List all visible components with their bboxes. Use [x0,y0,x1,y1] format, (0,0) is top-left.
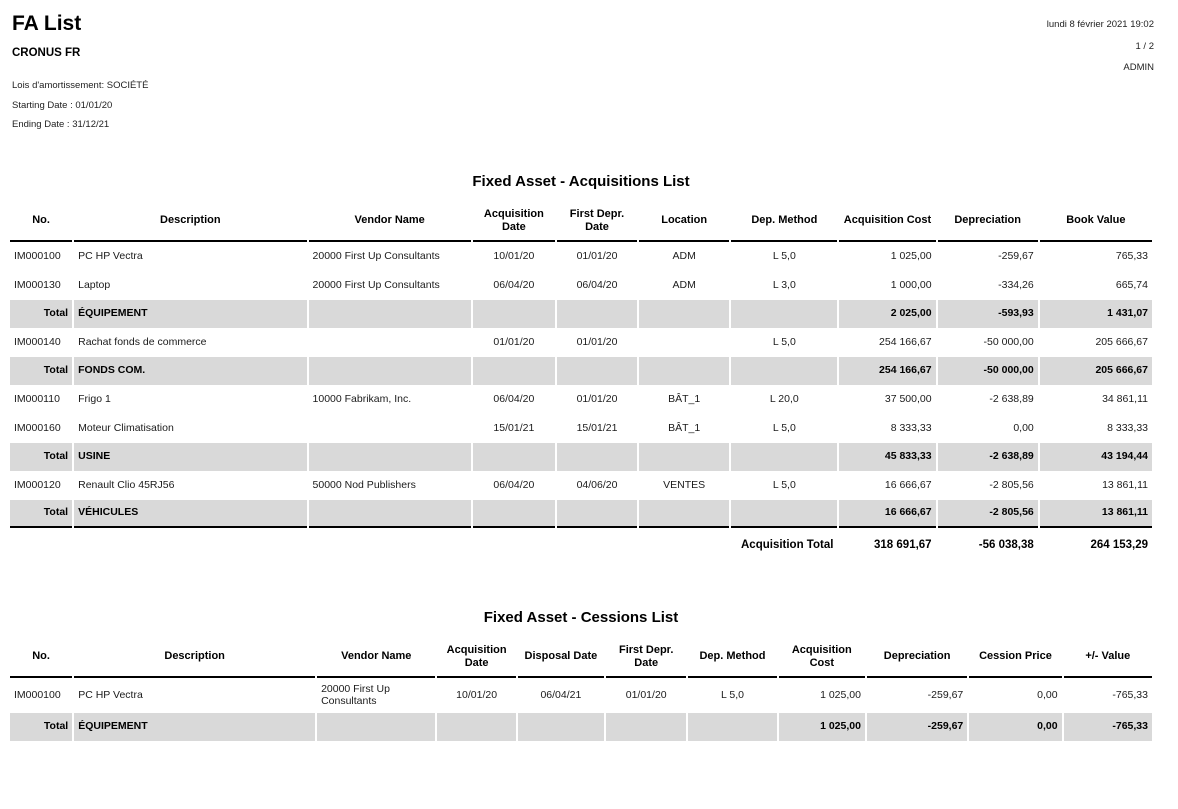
cell-description: Rachat fonds de commerce [78,335,207,348]
cell-total-category: VÉHICULES [74,500,306,528]
col-no: No. [10,638,72,678]
user-id: ADMIN [1123,62,1154,73]
cessions-header-row [10,638,1152,678]
total-row [10,300,1152,328]
cell-acquisition-cost: 16 666,67 [839,500,935,528]
table-row [10,385,1152,414]
total-row [10,500,1152,528]
cell-book-value: 205 666,67 [1040,357,1152,385]
cell-acquisition-cost: 1 000,00 [890,278,932,291]
acquisitions-header-row [10,202,1152,242]
cell-depreciation: -259,67 [998,249,1034,262]
cell-book-value: 13 861,11 [1102,478,1148,491]
acquisition-total-row [10,528,1152,563]
col-description: Description [74,202,306,242]
report-header-left [8,12,148,135]
cell-depreciation: -334,26 [998,278,1034,291]
cell-depreciation: -50 000,00 [983,335,1034,348]
col-dep-method: Dep. Method [688,638,776,678]
col-depreciation: Depreciation [938,202,1038,242]
cell-acquisition-cost: 254 166,67 [839,357,935,385]
cell-location: ADM [672,278,696,291]
cell-acquisition-date: 01/01/20 [493,335,535,348]
cell-depreciation: 0,00 [1013,421,1034,434]
page-indicator: 1 / 2 [1135,40,1154,52]
cell-dep-method: L 5,0 [721,688,744,701]
cell-acquisition-cost: 45 833,33 [839,443,935,471]
cell-depreciation: -2 805,56 [989,478,1034,491]
cell-total-category: FONDS COM. [74,357,306,385]
cell-acquisition-date: 06/04/20 [493,278,535,291]
cell-first-depr-date: 15/01/21 [576,421,618,434]
cell-first-depr-date: 01/01/20 [576,335,618,348]
acquisitions-section-title: Fixed Asset - Acquisitions List [472,172,690,190]
cell-book-value: 765,33 [1115,249,1148,262]
col-first-depr-date: First Depr. Date [606,638,686,678]
cell-acquisition-date: 15/01/21 [493,421,535,434]
col-depreciation: Depreciation [867,638,967,678]
cell-acquisition-date: 10/01/20 [456,688,498,701]
cell-first-depr-date: 01/01/20 [576,392,618,405]
cell-cession-price: 0,00 [969,713,1061,741]
table-row [10,242,1152,271]
cell-total-label: Total [10,500,72,528]
col-book-value: Book Value [1040,202,1152,242]
cell-no: IM000160 [14,421,61,434]
col-no: No. [10,202,72,242]
cell-location: BÂT_1 [668,421,701,434]
cell-location [639,328,729,357]
cell-acquisition-date: 10/01/20 [493,249,535,262]
col-plus-minus-value: +/- Value [1064,638,1152,678]
col-acquisition-cost: Acquisition Cost [839,202,935,242]
col-vendor-name: Vendor Name [309,202,471,242]
acquisition-total-label: Acquisition Total [741,538,834,551]
table-row [10,414,1152,443]
col-cession-price: Cession Price [969,638,1061,678]
report-title: FA List [12,12,82,35]
cell-acquisition-cost: 8 333,33 [890,421,932,434]
cell-total-category: USINE [74,443,306,471]
cell-vendor-name [309,328,471,357]
cell-dep-method: L 5,0 [772,249,796,262]
cell-acquisition-cost: 254 166,67 [879,335,932,348]
report-header [8,12,1154,135]
cell-first-depr-date: 01/01/20 [625,688,667,701]
cell-vendor-name: 50000 Nod Publishers [312,478,416,491]
starting-date: Starting Date : 01/01/20 [12,99,113,111]
col-acquisition-date: Acquisition Date [437,638,515,678]
cell-total-category: ÉQUIPEMENT [74,300,306,328]
cell-no: IM000100 [14,688,61,701]
cell-book-value: 43 194,44 [1040,443,1152,471]
cell-book-value: 1 431,07 [1040,300,1152,328]
col-dep-method: Dep. Method [731,202,837,242]
cell-depreciation: -2 638,89 [938,443,1038,471]
cell-depreciation: -259,67 [867,713,967,741]
total-row [10,443,1152,471]
cell-acquisition-cost: 16 666,67 [884,478,932,491]
table-row [10,471,1152,500]
cell-acquisition-cost: 2 025,00 [839,300,935,328]
cell-vendor-name [309,414,471,443]
cell-vendor-name: 20000 First Up Consultants [312,278,440,291]
cell-no: IM000100 [14,249,61,262]
acquisition-total-book-value: 264 153,29 [1090,538,1148,551]
cell-plus-minus-value: -765,33 [1112,688,1148,701]
cessions-table [8,638,1154,741]
cell-acquisition-cost: 1 025,00 [820,688,861,701]
cell-acquisition-cost: 37 500,00 [884,392,932,405]
acquisitions-table [8,202,1154,563]
printed-datetime: lundi 8 février 2021 19:02 [1046,19,1154,30]
cell-acquisition-date: 06/04/20 [493,478,535,491]
cell-total-label: Total [10,300,72,328]
cell-vendor-name: 20000 First Up Consultants [312,249,440,262]
cell-depreciation: -50 000,00 [938,357,1038,385]
cell-book-value: 8 333,33 [1107,421,1148,434]
cell-description: Renault Clio 45RJ56 [78,478,175,491]
cell-depreciation: -2 638,89 [989,392,1034,405]
total-row [10,713,1152,741]
cell-location: BÂT_1 [668,392,701,405]
depreciation-book-filter: Lois d'amortissement: SOCIÉTÉ [12,80,149,91]
table-row [10,678,1152,713]
cell-dep-method: L 5,0 [772,478,796,491]
col-location: Location [639,202,729,242]
col-description: Description [74,638,315,678]
cell-cession-price: 0,00 [1037,688,1058,701]
cell-dep-method: L 5,0 [772,335,796,348]
cell-dep-method: L 20,0 [769,392,799,405]
cell-book-value: 13 861,11 [1040,500,1152,528]
cell-description: Moteur Climatisation [78,421,174,434]
cell-total-category: ÉQUIPEMENT [74,713,315,741]
cell-no: IM000120 [14,478,61,491]
table-row [10,271,1152,300]
company-name: CRONUS FR [12,47,81,59]
cell-depreciation: -593,93 [938,300,1038,328]
col-acquisition-date: Acquisition Date [473,202,555,242]
acquisition-total-depreciation: -56 038,38 [978,538,1034,551]
cell-acquisition-date: 06/04/20 [493,392,535,405]
cell-plus-minus-value: -765,33 [1064,713,1152,741]
cell-book-value: 34 861,11 [1102,392,1148,405]
cell-description: PC HP Vectra [78,249,143,262]
cell-no: IM000130 [14,278,61,291]
cell-location: VENTES [663,478,706,491]
total-row [10,357,1152,385]
cell-no: IM000140 [14,335,61,348]
cell-book-value: 205 666,67 [1095,335,1148,348]
cell-book-value: 665,74 [1115,278,1148,291]
cell-first-depr-date: 04/06/20 [576,478,618,491]
cell-acquisition-cost: 1 025,00 [779,713,865,741]
cell-total-label: Total [10,713,72,741]
cell-depreciation: -2 805,56 [938,500,1038,528]
cell-no: IM000110 [14,392,60,405]
col-vendor-name: Vendor Name [317,638,435,678]
cell-dep-method: L 3,0 [772,278,796,291]
cell-first-depr-date: 06/04/20 [576,278,618,291]
cell-location: ADM [672,249,696,262]
cell-total-label: Total [10,357,72,385]
col-acquisition-cost: Acquisition Cost [779,638,865,678]
report-header-right [1047,12,1154,79]
acquisition-total-cost: 318 691,67 [874,538,932,551]
cell-description: PC HP Vectra [78,688,143,701]
col-first-depr-date: First Depr. Date [557,202,637,242]
cell-description: Frigo 1 [78,392,111,405]
cell-vendor-name: 20000 First Up Consultants [321,682,390,707]
cell-vendor-name: 10000 Fabrikam, Inc. [312,392,412,405]
cell-dep-method: L 5,0 [772,421,796,434]
cell-description: Laptop [78,278,111,291]
cessions-section-title: Fixed Asset - Cessions List [483,608,679,626]
cell-disposal-date: 06/04/21 [540,688,582,701]
cell-acquisition-cost: 1 025,00 [890,249,932,262]
cell-total-label: Total [10,443,72,471]
ending-date: Ending Date : 31/12/21 [12,119,110,130]
cell-first-depr-date: 01/01/20 [576,249,618,262]
table-row [10,328,1152,357]
report-filters [8,76,148,135]
cell-depreciation: -259,67 [927,688,964,701]
col-disposal-date: Disposal Date [518,638,604,678]
